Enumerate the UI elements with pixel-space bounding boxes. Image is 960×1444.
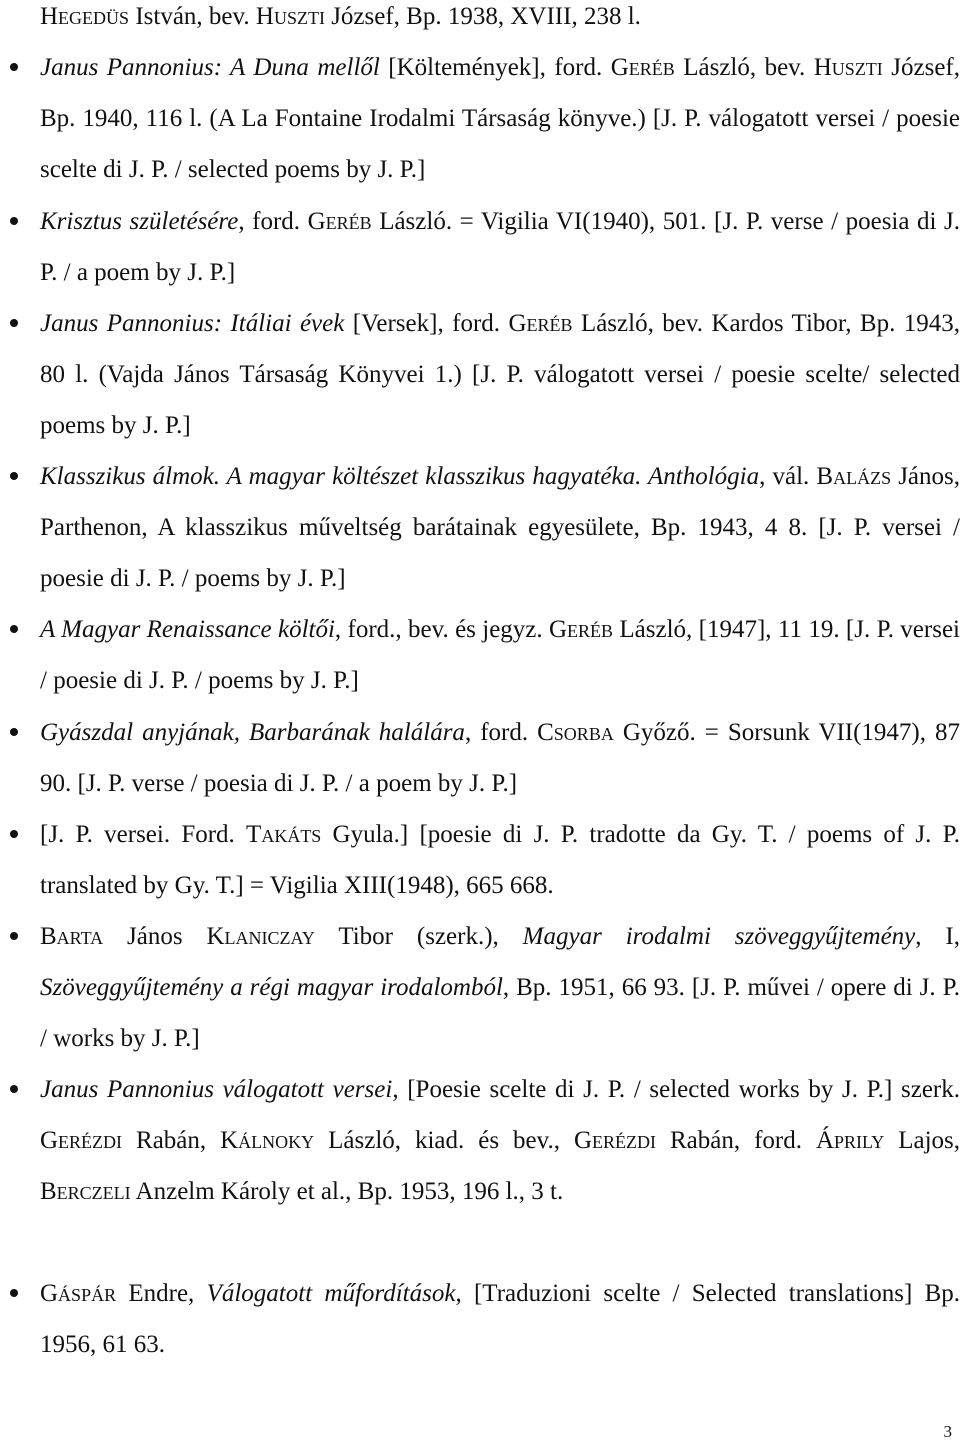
author-name-text: Balázs xyxy=(816,463,892,490)
entry-text: László, [1947], 11 19. [J. P. versei / poesie di J. P. / poems by J. P.] xyxy=(40,616,960,694)
author-name-text: Gáspár xyxy=(40,1280,117,1307)
bibliography-entry xyxy=(40,604,960,706)
entry-text: Rabán, xyxy=(122,1127,221,1154)
bibliography-entry xyxy=(40,451,960,604)
bullet-icon xyxy=(10,1289,18,1297)
author-name-text: Gerézdi xyxy=(40,1127,123,1154)
author-name-text: Berczeli xyxy=(40,1178,131,1205)
bibliography-entry xyxy=(40,809,960,911)
entry-text: Tibor (szerk.), xyxy=(314,923,523,950)
author-name-text: Takáts xyxy=(246,821,322,848)
italic-title-text: Janus Pannonius: Itáliai évek xyxy=(40,310,345,337)
entry-text: [Költemények], ford. xyxy=(379,54,611,81)
author-name-text: Geréb xyxy=(307,208,372,235)
entry-text: Anzelm Károly et al., Bp. 1953, 196 l., 3 t. xyxy=(130,1178,564,1205)
entry-text: [Versek], ford. xyxy=(344,310,509,337)
bibliography-entry xyxy=(40,0,960,42)
italic-title-text: Janus Pannonius válogatott versei xyxy=(40,1076,393,1103)
author-name-text: Gerézdi xyxy=(573,1127,657,1154)
entry-text: , ford., bev. és jegyz. xyxy=(334,616,549,643)
entry-text: Gyula.] [poesie di J. P. tradotte da Gy. T. / poems of J. P. translated by Gy. T.] = Vigilia XIII(1948), 665 668. xyxy=(40,821,960,899)
bullet-icon xyxy=(10,728,18,736)
entry-text: , ford. xyxy=(464,719,538,746)
bibliography-entry xyxy=(40,1268,960,1370)
author-name-text: Áprily xyxy=(815,1127,885,1154)
bibliography-entry xyxy=(40,707,960,809)
bibliography-entry xyxy=(40,1064,960,1217)
bullet-icon xyxy=(10,472,18,480)
italic-title-text: Válogatott műfordítások xyxy=(206,1280,456,1307)
author-name-text: Huszti xyxy=(813,54,883,81)
author-name-text: Kálnoky xyxy=(220,1127,315,1154)
entry-text: , ford. xyxy=(238,208,308,235)
entry-text: Győző. = Sorsunk VII(1947), 87 90. [J. P. verse / poesia di J. P. / a poem by J. P.] xyxy=(40,719,960,797)
entry-text: István, bev. xyxy=(129,3,256,30)
entry-text: , Bp. 1951, 66 93. [J. P. művei / opere di J. P. / works by J. P.] xyxy=(40,974,960,1052)
entry-text: , vál. xyxy=(759,463,817,490)
italic-title-text: Magyar irodalmi szöveggyűjtemény xyxy=(522,923,916,950)
author-name-text: Hegedüs xyxy=(40,3,130,30)
bibliography-entry xyxy=(40,196,960,298)
bullet-icon xyxy=(10,63,18,71)
entry-text: László, kiad. és bev., xyxy=(314,1127,574,1154)
bibliography-entry xyxy=(40,42,960,195)
author-name-text: Geréb xyxy=(610,54,675,81)
entry-text: , [Poesie scelte di J. P. / selected works by J. P.] szerk. xyxy=(392,1076,960,1103)
bullet-icon xyxy=(10,932,18,940)
author-name-text: Csorba xyxy=(537,719,614,746)
author-name-text: Barta xyxy=(40,923,104,950)
entry-text: Lajos, xyxy=(884,1127,960,1154)
entry-text: Endre, xyxy=(116,1280,207,1307)
author-name-text: Huszti xyxy=(255,3,325,30)
entry-text: János xyxy=(103,923,207,950)
italic-title-text: Szöveggyűjtemény a régi magyar irodalomból xyxy=(40,974,503,1001)
bibliography-entry xyxy=(40,298,960,451)
italic-title-text: Gyászdal anyjának, Barbarának halálára xyxy=(40,719,465,746)
author-name-text: Geréb xyxy=(549,616,614,643)
italic-title-text: Krisztus születésére xyxy=(40,208,239,235)
entry-text: Rabán, ford. xyxy=(656,1127,816,1154)
bullet-icon xyxy=(10,625,18,633)
bibliography-entry xyxy=(40,911,960,1064)
entry-text: , [Traduzioni scelte / Selected translations] Bp. 1956, 61 63. xyxy=(40,1280,960,1358)
entry-text: József, Bp. 1938, XVIII, 238 l. xyxy=(324,3,641,30)
bullet-icon xyxy=(10,1085,18,1093)
entry-text: [J. P. versei. Ford. xyxy=(40,821,247,848)
page-number: 3 xyxy=(943,1422,952,1441)
italic-title-text: A Magyar Renaissance költői xyxy=(40,616,335,643)
bullet-icon xyxy=(10,217,18,225)
italic-title-text: Janus Pannonius: A Duna mellől xyxy=(40,54,380,81)
author-name-text: Geréb xyxy=(508,310,573,337)
entry-text: László, bev. Kardos Tibor, Bp. 1943, 80 l. (Vajda János Társaság Könyvei 1.) [J. P. válogatott versei / poesie scelte/ selected poems by J. P.] xyxy=(40,310,960,439)
entry-text: László. = Vigilia VI(1940), 501. [J. P. verse / poesia di J. P. / a poem by J. P.] xyxy=(40,208,960,286)
entry-text: János, Parthenon, A klasszikus műveltség barátainak egyesülete, Bp. 1943, 4 8. [J. P. versei / poesie di J. P. / poems by J. P.] xyxy=(40,463,960,592)
bullet-icon xyxy=(10,830,18,838)
entry-text: , I, xyxy=(915,923,960,950)
entry-text: József, Bp. 1940, 116 l. (A La Fontaine Irodalmi Társaság könyve.) [J. P. válogatott versei / poesie scelte di J. P. / selected poems by J. P.] xyxy=(40,54,960,183)
author-name-text: Klaniczay xyxy=(206,923,315,950)
entry-text: László, bev. xyxy=(674,54,814,81)
italic-title-text: Klasszikus álmok. A magyar költészet klasszikus hagyatéka. Anthológia xyxy=(40,463,760,490)
bullet-icon xyxy=(10,319,18,327)
